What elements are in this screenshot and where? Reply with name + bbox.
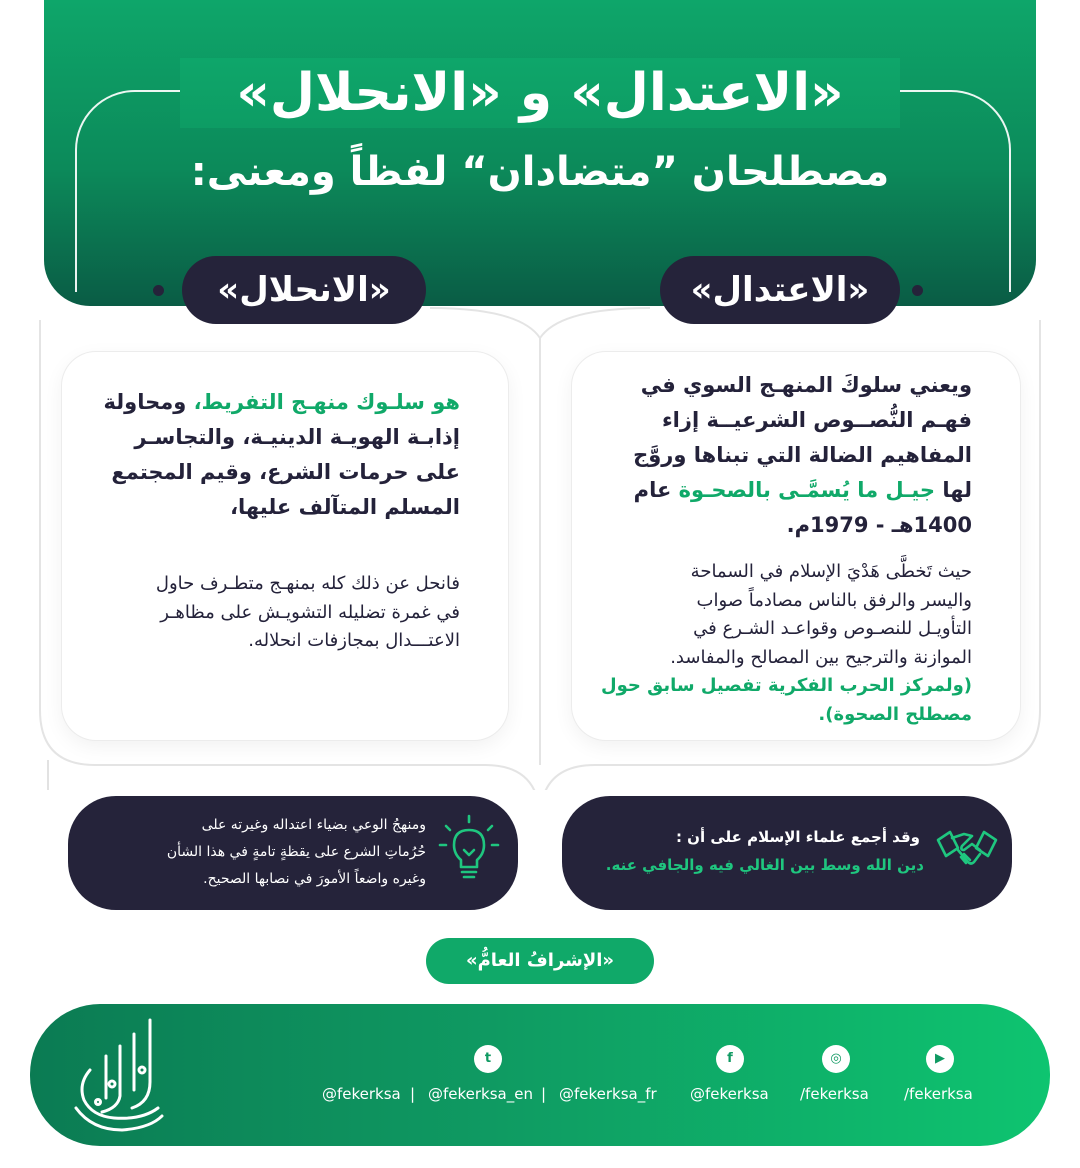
calligraphy-logo xyxy=(62,1012,174,1138)
text-line: واليسر والرفق بالناس مصادماً صواب xyxy=(696,589,972,611)
facebook-handle[interactable]: @fekerksa xyxy=(690,1085,769,1103)
twitter-handle-ar[interactable]: @fekerksa xyxy=(322,1085,401,1103)
text-line: لها جيـل ما يُسمَّـى بالصحـوة عام xyxy=(633,478,972,502)
awareness-text xyxy=(96,812,426,896)
handshake-icon xyxy=(934,818,1000,884)
moderation-definition xyxy=(600,368,972,538)
highlight-text: جيـل ما يُسمَّـى بالصحـوة xyxy=(678,478,936,502)
text-line: هو سلـوك منهـج التفريط، ومحاولة xyxy=(103,390,460,414)
youtube-icon[interactable]: ▶ xyxy=(926,1045,954,1073)
facebook-icon[interactable]: f xyxy=(716,1045,744,1073)
instagram-handle[interactable]: /fekerksa xyxy=(800,1085,869,1103)
twitter-handle-fr[interactable]: @fekerksa_fr xyxy=(559,1085,657,1103)
text-line: المفاهيم الضالة التي تبناها وروَّج xyxy=(633,443,972,467)
separator: | xyxy=(410,1085,416,1103)
label-permissiveness: «الانحلال» xyxy=(182,256,426,324)
page-title: «الاعتدال» و «الانحلال» xyxy=(180,58,900,128)
twitter-icon[interactable]: t xyxy=(474,1045,502,1073)
text-line: المسلم المتآلف عليها، xyxy=(230,495,460,519)
text-line: ويعني سلوكَ المنهـج السوي في xyxy=(640,373,972,397)
text-line: ومنهجُ الوعي بضياء اعتداله وغيرته على xyxy=(201,817,426,833)
note-line: (ولمركز الحرب الفكرية تفصيل سابق حول xyxy=(600,675,972,696)
label-moderation: «الاعتدال» xyxy=(660,256,900,324)
text-line: إذابـة الهويـة الدينيـة، والتجاسـر xyxy=(134,425,460,449)
lightbulb-icon xyxy=(434,812,504,886)
text-line: في غمرة تضليله التشويـش على مظاهـر xyxy=(160,601,460,623)
text-line: حُرُماتِ الشرع على يقظةٍ تامةٍ في هذا الشأن xyxy=(166,844,426,860)
permissiveness-definition xyxy=(90,385,460,525)
separator: | xyxy=(541,1085,547,1103)
text-line: الموازنة والترجيح بين المصالح والمفاسد. xyxy=(670,646,972,668)
bullet-dot xyxy=(912,285,923,296)
text-line: فهـم النُّصــوص الشرعيــة إزاء xyxy=(661,408,972,432)
youtube-handle[interactable]: /fekerksa xyxy=(904,1085,973,1103)
text-line: 1400هـ - 1979م. xyxy=(786,513,972,537)
supervision-label: «الإشرافُ العامُّ» xyxy=(426,938,654,984)
text-line: حيث تَخطَّى هَدْيَ الإسلام في السماحة xyxy=(690,561,972,582)
instagram-icon[interactable]: ◎ xyxy=(822,1045,850,1073)
text-line: فانحل عن ذلك كله بمنهـج متطـرف حاول xyxy=(155,573,460,594)
permissiveness-explanation xyxy=(90,570,460,660)
highlight-text: هو سلـوك منهـج التفريط، xyxy=(193,390,460,414)
text-line: الاعتـــدال بمجازفات انحلاله. xyxy=(248,630,460,651)
text-line: وغيره واضعاً الأمورَ في نصابها الصحيح. xyxy=(203,871,426,887)
page-subtitle: مصطلحان ”متضادان“ لفظاً ومعنى: xyxy=(190,149,890,195)
consensus-statement: دين الله وسط بين الغالي فيه والجافي عنه. xyxy=(605,856,924,874)
twitter-handle-en[interactable]: @fekerksa_en xyxy=(428,1085,533,1103)
bullet-dot xyxy=(153,285,164,296)
text-line: التأويـل للنصـوص وقواعـد الشـرع في xyxy=(693,618,972,639)
note-line: مصطلح الصحوة). xyxy=(818,703,972,725)
moderation-explanation xyxy=(600,558,972,728)
consensus-intro: وقد أجمع علماء الإسلام على أن : xyxy=(675,828,920,846)
footer-bar xyxy=(30,1004,1050,1146)
text-line: على حرمات الشرع، وقيم المجتمع xyxy=(111,460,460,484)
